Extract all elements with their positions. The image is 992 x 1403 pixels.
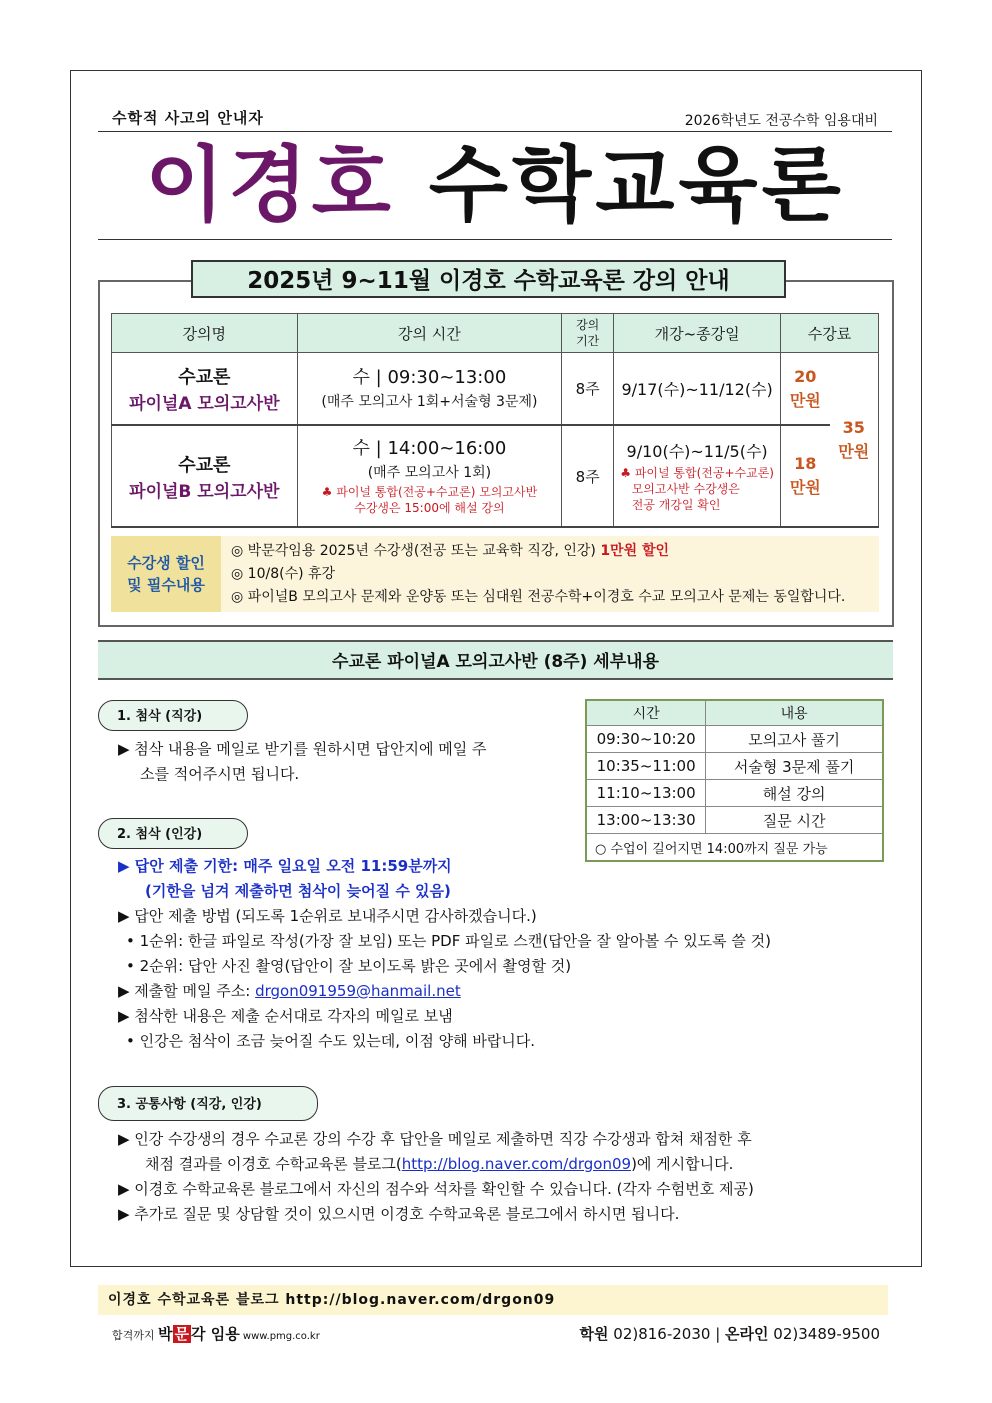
- table-row: [112, 425, 879, 527]
- email-link[interactable]: drgon091959@hanmail.net: [255, 982, 461, 1000]
- col-fee: 수강료: [781, 314, 879, 353]
- tagline: 수학적 사고의 안내자: [112, 109, 264, 127]
- schedule-table: [585, 699, 884, 862]
- col-period: 강의 기간: [562, 314, 614, 353]
- table-row: 10:35~11:00 서술형 3문제 풀기: [586, 753, 883, 780]
- table-row: [112, 353, 879, 426]
- header-divider: [98, 131, 892, 132]
- fee-cell: 20 만원: [781, 353, 830, 426]
- page-title: [98, 137, 892, 235]
- table-row: 11:10~13:00 해설 강의: [586, 780, 883, 807]
- detail-title: 수교론 파이널A 모의고사반 (8주) 세부내용: [98, 640, 893, 680]
- contact-info: 학원 02)816-2030 | 온라인 02)3489-9500: [579, 1325, 880, 1343]
- dates-cell: 9/17(수)~11/12(수): [614, 353, 781, 426]
- fee-cell: 18 만원: [781, 425, 830, 527]
- time-cell: 수 | 14:00~16:00 (매주 모의고사 1회) ♣ 파이널 통합(전공+수교론) 모의고사반 수강생은 15:00에 해설 강의: [297, 425, 562, 527]
- blog-link[interactable]: http://blog.naver.com/drgon09: [401, 1155, 632, 1173]
- section3-text: ▶ 인강 수강생의 경우 수교론 강의 수강 후 답안을 메일로 제출하면 직강 수강생과 합쳐 채점한 후 채점 결과를 이경호 수학교육론 블로그(http://blog.naver.com/drgon09)에 게시합니다. ▶ 이경호 수학교육론 블로그에서 자신의 점수와 석차를 확인할 수 있습니다. (각자 수험번호 제공) ▶ 추가로 질문 및 상담할 것이 있으시면 이경호 수학교육론 블로그에서 하시면 됩니다.: [118, 1130, 754, 1223]
- col-content: 내용: [706, 700, 883, 726]
- title-name: 이경호: [145, 138, 395, 233]
- section1-label: 1. 첨삭 (직강): [98, 700, 248, 731]
- col-dates: 개강~종강일: [614, 314, 781, 353]
- section2-text: ▶ 답안 제출 기한: 매주 일요일 오전 11:59분까지 (기한을 넘겨 제출하면 첨삭이 늦어질 수 있음) ▶ 답안 제출 방법 (되도록 1순위로 보내주시면 감사하겠습니다.) • 1순위: 한글 파일로 작성(가장 잘 보임) 또는 PDF 파일로 스캔(답안을 잘 알아볼 수 있도록 쓸 것) • 2순위: 답안 사진 촬영(답안이 잘 보이도록 밝은 곳에서 촬영할 것) ▶ 제출할 메일 주소: drgon091959@hanmail.net ▶ 첨삭한 내용은 제출 순서대로 각자의 메일로 보냄 • 인강은 첨삭이 조금 늦어질 수도 있는데, 이점 양해 바랍니다.: [118, 857, 772, 1050]
- course-cell: 수교론 파이널B 모의고사반: [112, 425, 298, 527]
- discount-notice: [111, 536, 879, 612]
- table-row: 09:30~10:20 모의고사 풀기: [586, 726, 883, 753]
- notice-lines: ◎ 박문각임용 2025년 수강생(전공 또는 교육학 직강, 인강) 1만원 할인 ◎ 10/8(수) 휴강 ◎ 파이널B 모의고사 문제와 운양동 또는 심대원 전공수학+이경호 수교 모의고사 문제는 동일합니다.: [231, 543, 846, 605]
- time-cell: 수 | 09:30~13:00 (매주 모의고사 1회+서술형 3문제): [297, 353, 562, 426]
- notice-label: 수강생 할인 및 필수내용: [111, 536, 221, 612]
- blog-footer: 이경호 수학교육론 블로그 http://blog.naver.com/drgon09: [98, 1285, 888, 1315]
- weeks-cell: 8주: [562, 425, 614, 527]
- table-row: 13:00~13:30 질문 시간: [586, 807, 883, 834]
- section2-label: 2. 첨삭 (인강): [98, 818, 248, 849]
- col-course: 강의명: [112, 314, 298, 353]
- section1-text: ▶ 첨삭 내용을 메일로 받기를 원하시면 답안지에 메일 주 소를 적어주시면 됩니다.: [118, 740, 487, 783]
- section3-label: 3. 공통사항 (직강, 인강): [98, 1086, 318, 1121]
- lecture-box-title: 2025년 9~11월 이경호 수학교육론 강의 안내: [191, 260, 786, 298]
- year-label: 2026학년도 전공수학 임용대비: [684, 113, 878, 129]
- combined-fee-cell: 35 만원: [830, 353, 879, 528]
- title-subject: 수학교육론: [428, 138, 845, 233]
- table-row: ○ 수업이 길어지면 14:00까지 질문 가능: [586, 834, 883, 862]
- col-time: 강의 시간: [297, 314, 562, 353]
- title-divider: [98, 239, 892, 240]
- course-cell: 수교론 파이널A 모의고사반: [112, 353, 298, 426]
- lecture-table: [111, 313, 879, 528]
- publisher-logo: 합격까지 박 문 각 임용 www.pmg.co.kr: [112, 1325, 320, 1343]
- weeks-cell: 8주: [562, 353, 614, 426]
- col-time: 시간: [586, 700, 706, 726]
- dates-cell: 9/10(수)~11/5(수) ♣ 파이널 통합(전공+수교론) 모의고사반 수강생은 전공 개강일 확인: [614, 425, 781, 527]
